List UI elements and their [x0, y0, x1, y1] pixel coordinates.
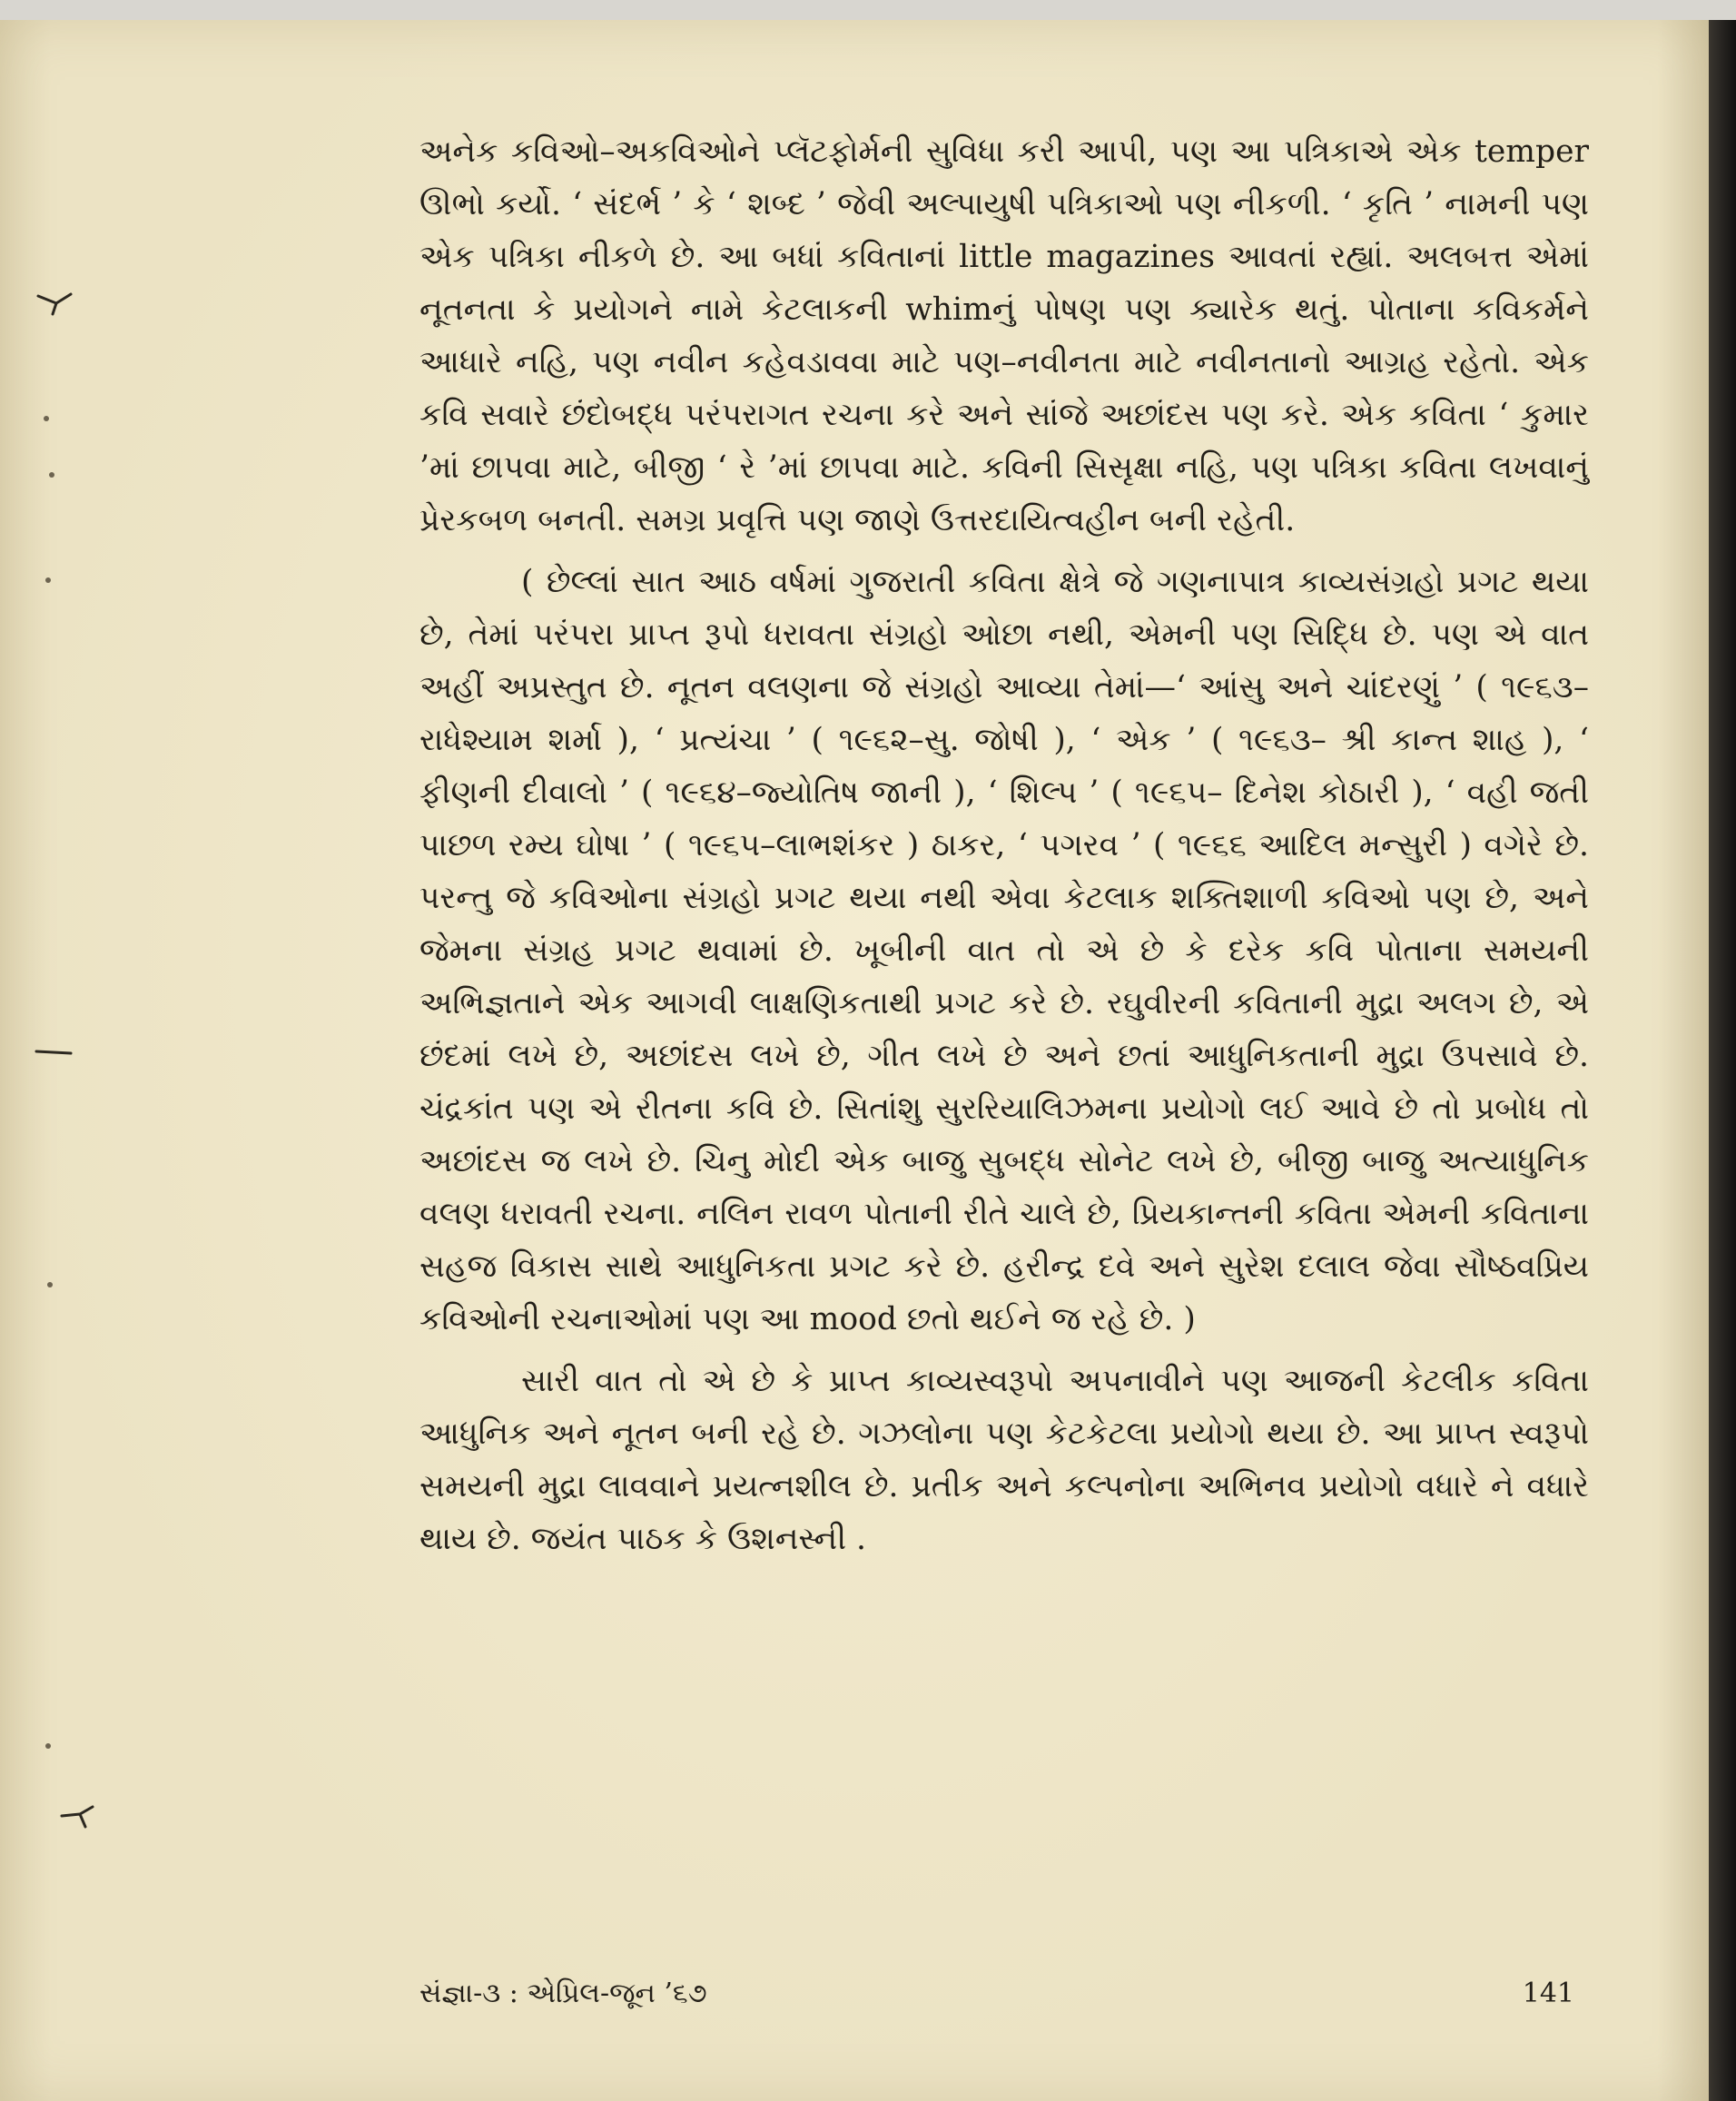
- paragraph: અનેક કવિઓ–અકવિઓને પ્લૅટફોર્મની સુવિધા કરી આપી, પણ આ પત્રિકાએ એક temper ઊભો કર્યો. ‘ સંદર્ભ ’ કે ‘ શબ્દ ’ જેવી અલ્પાયુષી પત્રિકાઓ પણ નીકળી. ‘ કૃતિ ’ નામની પણ એક પત્રિકા નીકળે છે. આ બધાં કવિતાનાં little magazines આવતાં રહ્યાં. અલબત્ત એમાં નૂતનતા કે પ્રયોગને નામે કેટલાકની whimનું પોષણ પણ ક્યારેક થતું. પોતાના કવિકર્મને આધારે નહિ, પણ નવીન કહેવડાવવા માટે પણ–નવીનતા માટે નવીનતાનો આગ્રહ રહેતો. એક કવિ સવારે છંદોબદ્ધ પરંપરાગત રચના કરે અને સાંજે અછાંદસ પણ કરે. એક કવિતા ‘ કુમાર ’માં છાપવા માટે, બીજી ‘ રે ’માં છાપવા માટે. કવિની સિસૃક્ષા નહિ, પણ પત્રિકા કવિતા લખવાનું પ્રેરકબળ બનતી. સમગ્ર પ્રવૃત્તિ પણ જાણે ઉત્તરદાયિત્વહીન બની રહેતી.: [419, 133, 1589, 538]
- issue-label: સંજ્ઞા-૩ : એપ્રિલ-જૂન ’૬૭: [419, 1978, 707, 2009]
- paragraph: સારી વાત તો એ છે કે પ્રાપ્ત કાવ્યસ્વરૂપો અપનાવીને પણ આજની કેટલીક કવિતા આધુનિક અને નૂતન બની રહે છે. ગઝલોના પણ કેટકેટલા પ્રયોગો થયા છે. આ પ્રાપ્ત સ્વરૂપો સમયની મુદ્રા લાવવાને પ્રયત્નશીલ છે. પ્રતીક અને કલ્પનોના અભિનવ પ્રયોગો વધારે ને વધારે થાય છે. જયંત પાઠક કે ઉશનસ્ની .: [419, 1363, 1589, 1557]
- margin-speck: [45, 1743, 51, 1749]
- scan-right-edge: [1709, 20, 1736, 2101]
- body-text: [419, 125, 1589, 1565]
- margin-speck: [47, 1282, 53, 1287]
- margin-speck: [49, 472, 54, 478]
- page-number: 141: [1522, 1978, 1574, 2009]
- margin-speck: [44, 416, 49, 421]
- margin-speck: [45, 577, 51, 583]
- margin-tick-mark: [58, 1805, 98, 1829]
- paragraph: ( છેલ્લાં સાત આઠ વર્ષમાં ગુજરાતી કવિતા ક્ષેત્રે જે ગણનાપાત્ર કાવ્યસંગ્રહો પ્રગટ થયા છે, તેમાં પરંપરા પ્રાપ્ત રૂપો ધરાવતા સંગ્રહો ઓછા નથી, એમની પણ સિદ્ધિ છે. પણ એ વાત અહીં અપ્રસ્તુત છે. નૂતન વલણના જે સંગ્રહો આવ્યા તેમાં—‘ આંસુ અને ચાંદરણું ’ ( ૧૯૬૩–રાધેશ્યામ શર્મા ), ‘ પ્રત્યંચા ’ ( ૧૯૬૨–સુ. જોષી ), ‘ એક ’ ( ૧૯૬૩– શ્રી કાન્ત શાહ ), ‘ ફીણની દીવાલો ’ ( ૧૯૬૪–જ્યોતિષ જાની ), ‘ શિલ્પ ’ ( ૧૯૬૫– દિનેશ કોઠારી ), ‘ વહી જતી પાછળ રમ્ય ઘોષા ’ ( ૧૯૬૫–લાભશંકર ) ઠાકર, ‘ પગરવ ’ ( ૧૯૬૬ આદિલ મન્સુરી ) વગેરે છે. પરન્તુ જે કવિઓના સંગ્રહો પ્રગટ થયા નથી એવા કેટલાક શક્તિશાળી કવિઓ પણ છે, અને જેમના સંગ્રહ પ્રગટ થવામાં છે. ખૂબીની વાત તો એ છે કે દરેક કવિ પોતાના સમયની અભિજ્ઞતાને એક આગવી લાક્ષણિકતાથી પ્રગટ કરે છે. રઘુવીરની કવિતાની મુદ્રા અલગ છે, એ છંદમાં લખે છે, અછાંદસ લખે છે, ગીત લખે છે અને છતાં આધુનિકતાની મુદ્રા ઉપસાવે છે. ચંદ્રકાંત પણ એ રીતના કવિ છે. સિતાંશુ સુરરિયાલિઝમના પ્રયોગો લઈ આવે છે તો પ્રબોધ તો અછાંદસ જ લખે છે. ચિનુ મોદી એક બાજુ સુબદ્ધ સોનેટ લખે છે, બીજી બાજુ અત્યાધુનિક વલણ ધરાવતી રચના. નલિન રાવળ પોતાની રીતે ચાલે છે, પ્રિયકાન્તની કવિતા એમની કવિતાના સહજ વિકાસ સાથે આધુનિકતા પ્રગટ કરે છે. હરીન્દ્ર દવે અને સુરેશ દલાલ જેવા સૌષ્ઠવપ્રિય કવિઓની રચનાઓમાં પણ આ mood છતો થઈને જ રહે છે. ): [419, 564, 1589, 1337]
- page-footer: [419, 1976, 1589, 2012]
- margin-tick-mark: [35, 1042, 74, 1066]
- margin-tick-mark: [35, 292, 74, 316]
